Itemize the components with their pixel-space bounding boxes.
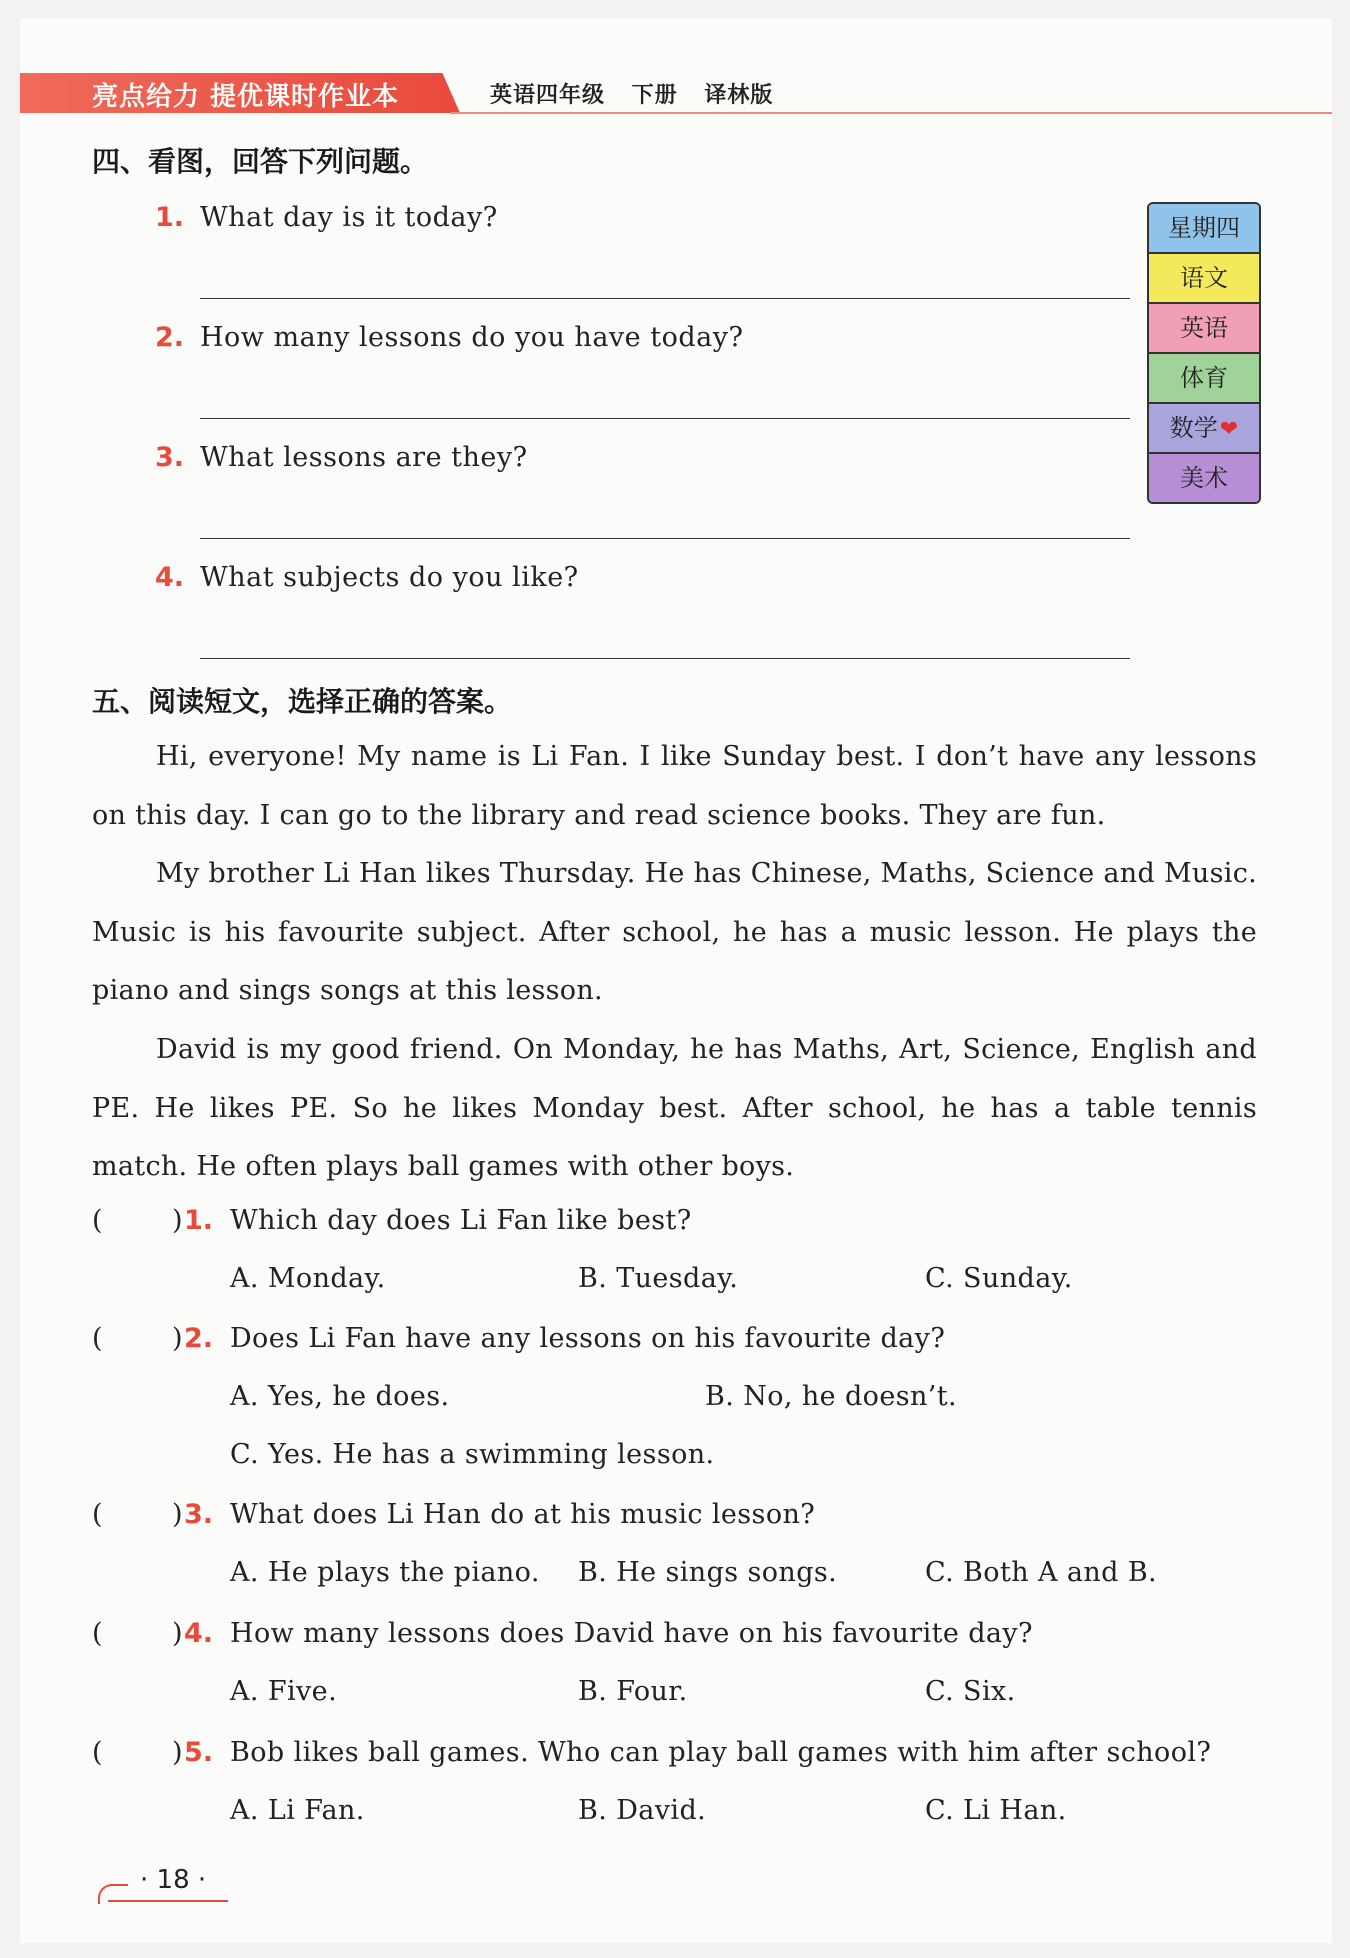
option-a: A. He plays the piano. bbox=[230, 1557, 540, 1588]
question-text: What does Li Han do at his music lesson? bbox=[230, 1499, 816, 1530]
answer-blank[interactable]: ( bbox=[92, 1737, 103, 1768]
book-title: 亮点给力 提优课时作业本 bbox=[92, 82, 400, 112]
option-b: B. He sings songs. bbox=[578, 1557, 838, 1588]
question-text: Does Li Fan have any lessons on his favourite day? bbox=[230, 1323, 946, 1354]
answer-line[interactable] bbox=[200, 538, 1130, 539]
question-number: 2. bbox=[155, 322, 185, 353]
answer-blank[interactable]: ( bbox=[92, 1205, 103, 1236]
timetable-lesson: 美术 bbox=[1149, 454, 1259, 502]
question-text: Which day does Li Fan like best? bbox=[230, 1205, 692, 1236]
option-a: A. Five. bbox=[230, 1676, 338, 1707]
question-text: Bob likes ball games. Who can play ball games with him after school? bbox=[230, 1737, 1212, 1768]
answer-line[interactable] bbox=[200, 418, 1130, 419]
timetable-lesson: 数学❤ bbox=[1149, 404, 1259, 454]
option-c: C. Li Han. bbox=[925, 1795, 1067, 1826]
question-number: 4. bbox=[184, 1618, 214, 1649]
answer-blank[interactable]: ( bbox=[92, 1618, 103, 1649]
question-number: 4. bbox=[155, 562, 185, 593]
timetable-lesson: 英语 bbox=[1149, 304, 1259, 354]
book-subtitle: 英语四年级 下册 译林版 bbox=[490, 83, 774, 108]
question-text: How many lessons do you have today? bbox=[200, 322, 744, 353]
question-text: What day is it today? bbox=[200, 202, 498, 233]
option-b: B. David. bbox=[578, 1795, 707, 1826]
page-number-rule bbox=[108, 1900, 228, 1902]
question-number: 3. bbox=[155, 442, 185, 473]
option-b: B. Tuesday. bbox=[578, 1263, 739, 1294]
question-text: What subjects do you like? bbox=[200, 562, 579, 593]
passage-paragraph: My brother Li Han likes Thursday. He has Chinese, Maths, Science and Music. Music is his favourite subject. After school, he has a music lesson. He plays the piano and sings songs at this lesson. bbox=[92, 858, 1257, 1007]
option-c: C. Both A and B. bbox=[925, 1557, 1158, 1588]
question-number: 5. bbox=[184, 1737, 214, 1768]
passage-paragraph: Hi, everyone! My name is Li Fan. I like Sunday best. I don’t have any lessons on this day. I can go to the library and read science books. They are fun. bbox=[92, 741, 1257, 831]
option-a: A. Li Fan. bbox=[230, 1795, 365, 1826]
question-number: 1. bbox=[155, 202, 185, 233]
header-rule bbox=[450, 112, 1332, 114]
timetable-lesson: 语文 bbox=[1149, 254, 1259, 304]
question-text: How many lessons does David have on his favourite day? bbox=[230, 1618, 1033, 1649]
option-a: A. Monday. bbox=[230, 1263, 386, 1294]
question-number: 1. bbox=[184, 1205, 214, 1236]
answer-line[interactable] bbox=[200, 298, 1130, 299]
answer-blank[interactable]: ( bbox=[92, 1499, 103, 1530]
option-b: B. No, he doesn’t. bbox=[705, 1381, 957, 1412]
option-c: C. Sunday. bbox=[925, 1263, 1073, 1294]
section-4-title: 四、看图，回答下列问题。 bbox=[92, 145, 429, 178]
timetable-lesson: 体育 bbox=[1149, 354, 1259, 404]
page-number: · 18 · bbox=[140, 1865, 207, 1895]
passage-paragraph: David is my good friend. On Monday, he has Maths, Art, Science, English and PE. He likes PE. So he likes Monday best. After school, he has a table tennis match. He often plays ball games with other boys. bbox=[92, 1034, 1257, 1183]
answer-blank[interactable]: ( bbox=[92, 1323, 103, 1354]
timetable bbox=[1147, 202, 1261, 504]
question-number: 3. bbox=[184, 1499, 214, 1530]
answer-line[interactable] bbox=[200, 658, 1130, 659]
timetable-day: 星期四 bbox=[1149, 204, 1259, 254]
option-c: C. Six. bbox=[925, 1676, 1016, 1707]
section-5-title: 五、阅读短文，选择正确的答案。 bbox=[92, 685, 513, 718]
heart-icon: ❤ bbox=[1219, 417, 1239, 442]
question-number: 2. bbox=[184, 1323, 214, 1354]
option-c: C. Yes. He has a swimming lesson. bbox=[230, 1439, 715, 1470]
option-a: A. Yes, he does. bbox=[230, 1381, 450, 1412]
question-text: What lessons are they? bbox=[200, 442, 528, 473]
option-b: B. Four. bbox=[578, 1676, 688, 1707]
